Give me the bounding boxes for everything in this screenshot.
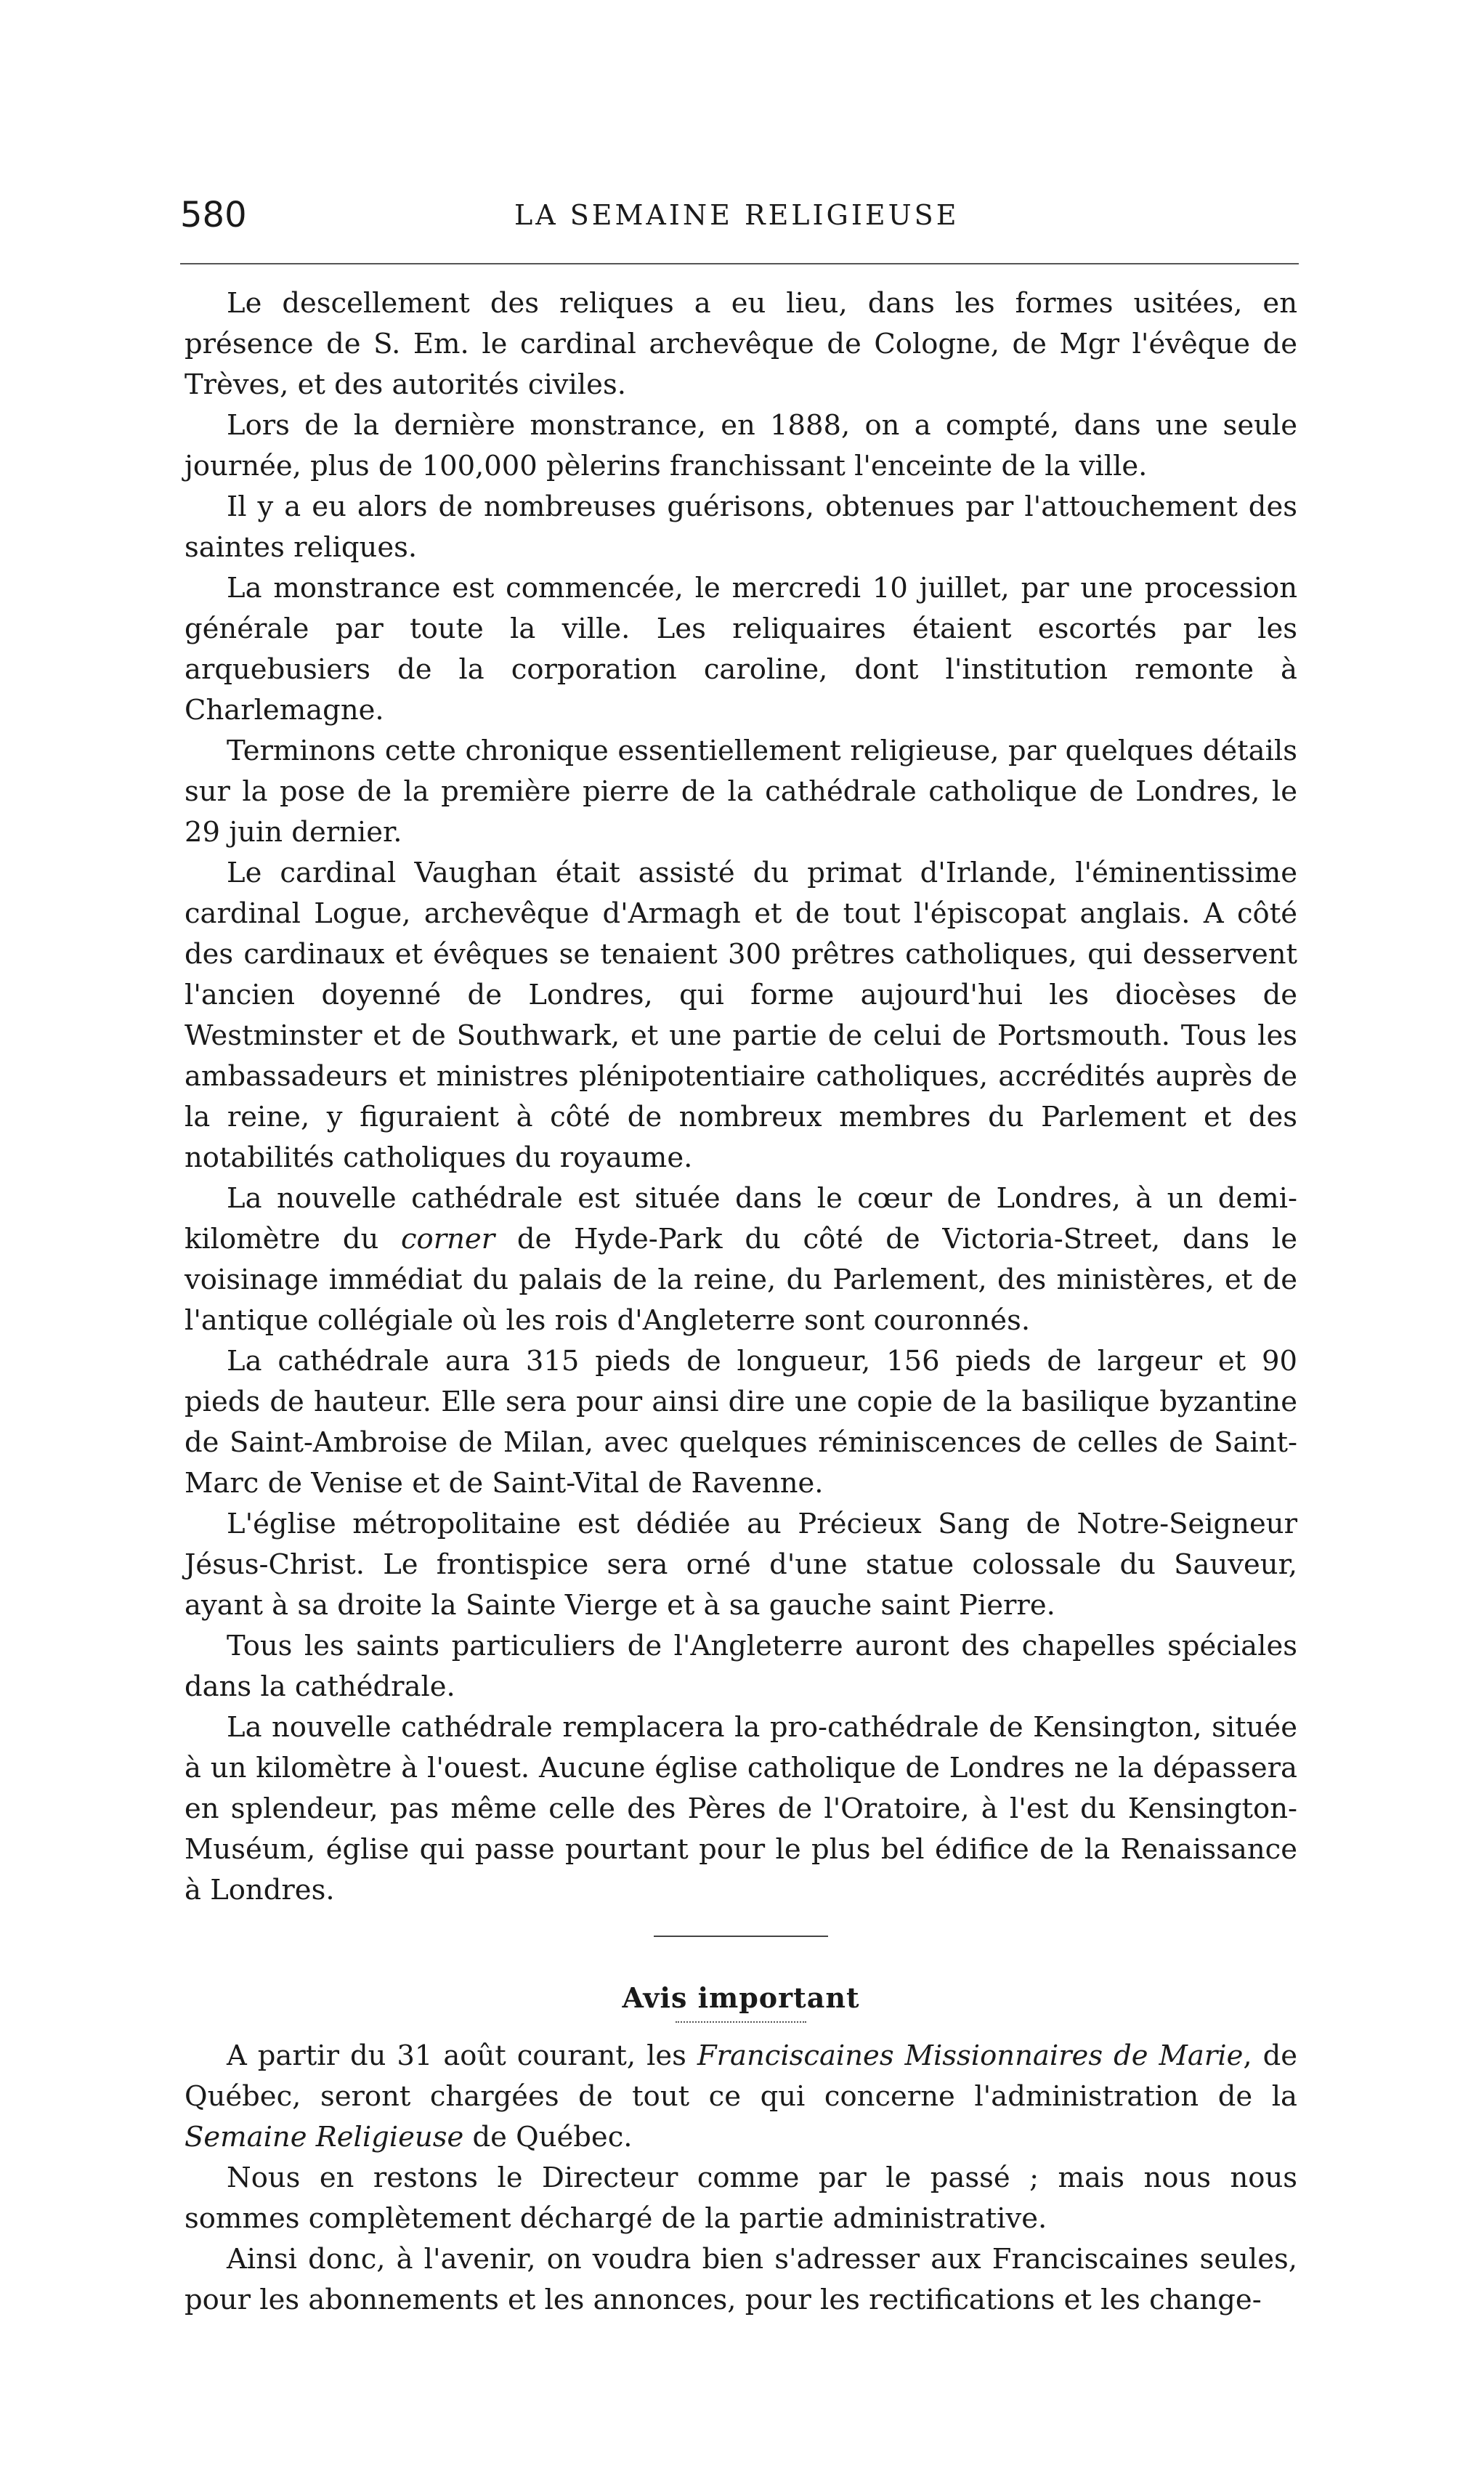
paragraph: Il y a eu alors de nombreuses guérisons, obtenues par l'attouchement des saintes reliques. [185, 490, 1297, 564]
page-number: 580 [180, 195, 247, 235]
notice-paragraph: Nous en restons le Directeur comme par le passé ; mais nous nous sommes complètement déchargé de la partie administrative. [185, 2161, 1297, 2235]
italic-publication: Semaine Religieuse [185, 2121, 464, 2154]
paragraph-text: de Hyde-Park du côté de Victoria-Street, dans le voisinage immédiat du palais de la reine, du Parlement, des ministères, et de l'antique collégiale où les rois d'Angleterre sont couronnés. [185, 1223, 1297, 1337]
article-body [185, 283, 1297, 2321]
notice-title: Avis important [622, 1981, 860, 2014]
paragraph: La cathédrale aura 315 pieds de longueur, 156 pieds de largeur et 90 pieds de hauteur. Elle sera pour ainsi dire une copie de la basilique byzantine de Saint-Ambroise de Milan, avec quelques réminiscences de celles de Saint-Marc de Venise et de Saint-Vital de Ravenne. [185, 1345, 1297, 1500]
paragraph: Terminons cette chronique essentiellement religieuse, par quelques détails sur la pose de la première pierre de la cathédrale catholique de Londres, le 29 juin dernier. [185, 735, 1297, 849]
paragraph: L'église métropolitaine est dédiée au Précieux Sang de Notre-Seigneur Jésus-Christ. Le frontispice sera orné d'une statue colossale du Sauveur, ayant à sa droite la Sainte Vierge et à sa gauche saint Pierre. [185, 1508, 1297, 1622]
notice-text: A partir du 31 août courant, les [227, 2039, 697, 2072]
notice-paragraph: Ainsi donc, à l'avenir, on voudra bien s'adresser aux Franciscaines seules, pour les abonnements et les annonces, pour les rectifications et les change- [185, 2243, 1297, 2316]
paragraph: Le cardinal Vaughan était assisté du primat d'Irlande, l'éminentissime cardinal Logue, archevêque d'Armagh et de tout l'épiscopat anglais. A côté des cardinaux et évêques se tenaient 300 prêtres catholiques, qui desservent l'ancien doyenné de Londres, qui forme aujourd'hui les diocèses de Westminster et de Southwark, et une partie de celui de Portsmouth. Tous les ambassadeurs et ministres plénipotentiaire catholiques, accrédités auprès de la reine, y figuraient à côté de nombreux membres du Parlement et des notabilités catholiques du royaume. [185, 857, 1297, 1174]
page-header [180, 195, 1299, 253]
italic-word: corner [400, 1223, 495, 1255]
running-title: LA SEMAINE RELIGIEUSE [514, 199, 960, 231]
paragraph: La nouvelle cathédrale remplacera la pro-cathédrale de Kensington, située à un kilomètre à l'ouest. Aucune église catholique de Londres ne la dépassera en splendeur, pas même celle des Pères de l'Oratoire, à l'est du Kensington-Muséum, église qui passe pourtant pour le plus bel édifice de la Renaissance à Londres. [185, 1711, 1297, 1906]
section-divider [654, 1936, 828, 1937]
header-rule [180, 263, 1299, 264]
paragraph-text: La nouvelle cathédrale est située dans le cœur de Londres, à un demi-kilomètre du [185, 1182, 1297, 1255]
italic-name: Franciscaines Missionnaires de Marie [697, 2039, 1244, 2072]
notice-text: de Québec. [463, 2121, 633, 2154]
paragraph: Lors de la dernière monstrance, en 1888, on a compté, dans une seule journée, plus de 100,000 pèlerins franchissant l'enceinte de la ville. [185, 409, 1297, 482]
notice-text: , de Québec, seront chargées de tout ce qui concerne l'administration de la [185, 2039, 1298, 2113]
paragraph: Le descellement des reliques a eu lieu, dans les formes usitées, en présence de S. Em. le cardinal archevêque de Cologne, de Mgr l'évêque de Trèves, et des autorités civiles. [185, 287, 1297, 401]
notice-title-underline [676, 2021, 806, 2023]
paragraph: La monstrance est commencée, le mercredi 10 juillet, par une procession générale par toute la ville. Les reliquaires étaient escortés par les arquebusiers de la corporation caroline, dont l'institution remonte à Charlemagne. [185, 572, 1297, 727]
paragraph [185, 1178, 1297, 1341]
paragraph: Tous les saints particuliers de l'Angleterre auront des chapelles spéciales dans la cathédrale. [185, 1630, 1297, 1703]
notice-paragraph [185, 2036, 1297, 2158]
